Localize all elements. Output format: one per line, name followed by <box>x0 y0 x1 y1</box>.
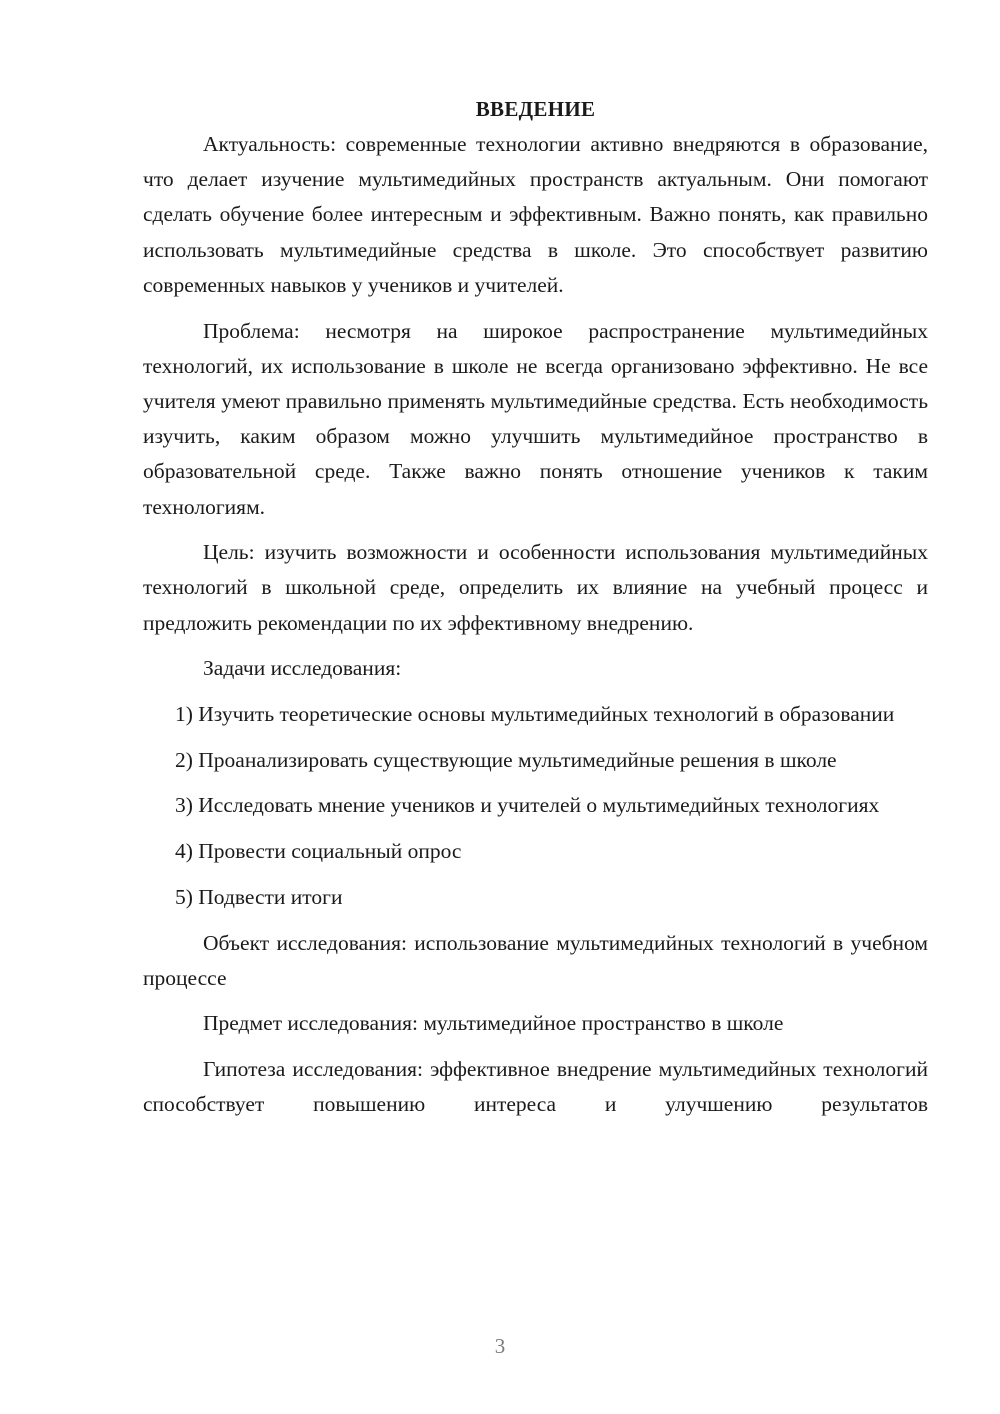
paragraph-object: Объект исследования: использование мультимедийных технологий в учебном процессе <box>143 930 928 990</box>
paragraph-relevance: Актуальность: современные технологии активно внедряются в образование, что делает изучение мультимедийных пространств актуальным. Они помогают сделать обучение более интересным и эффективным. Важно понять, как правильно использовать мультимедийные средства в школе. Это способствует развитию современных навыков у учеников и учителей. <box>143 132 928 297</box>
paragraph-goal: Цель: изучить возможности и особенности использования мультимедийных технологий в школьной среде, определить их влияние на учебный процесс и предложить рекомендации по их эффективному внедрению. <box>143 540 928 635</box>
paragraph-subject: Предмет исследования: мультимедийное пространство в школе <box>203 1011 784 1036</box>
task-item: 4) Провести социальный опрос <box>175 839 462 864</box>
page-number: 3 <box>494 1334 506 1358</box>
paragraph-problem: Проблема: несмотря на широкое распространение мультимедийных технологий, их использование в школе не всегда организовано эффективно. Не все учителя умеют правильно применять мультимедийные средства. Есть необходимость изучить, каким образом можно улучшить мультимедийное пространство в образовательной среде. Также важно понять отношение учеников к таким технологиям. <box>143 318 928 519</box>
task-item: 1) Изучить теоретические основы мультимедийных технологий в образовании <box>175 702 895 727</box>
document-page <box>143 92 928 1133</box>
task-item: 2) Проанализировать существующие мультимедийные решения в школе <box>175 747 837 772</box>
task-item: 5) Подвести итоги <box>175 884 343 909</box>
page-title: ВВЕДЕНИЕ <box>475 97 596 121</box>
tasks-heading: Задачи исследования: <box>203 656 402 681</box>
paragraph-hypothesis: Гипотеза исследования: эффективное внедрение мультимедийных технологий способствует повышению интереса и улучшению результатов <box>143 1057 928 1117</box>
task-item: 3) Исследовать мнение учеников и учителей о мультимедийных технологиях <box>175 793 880 818</box>
